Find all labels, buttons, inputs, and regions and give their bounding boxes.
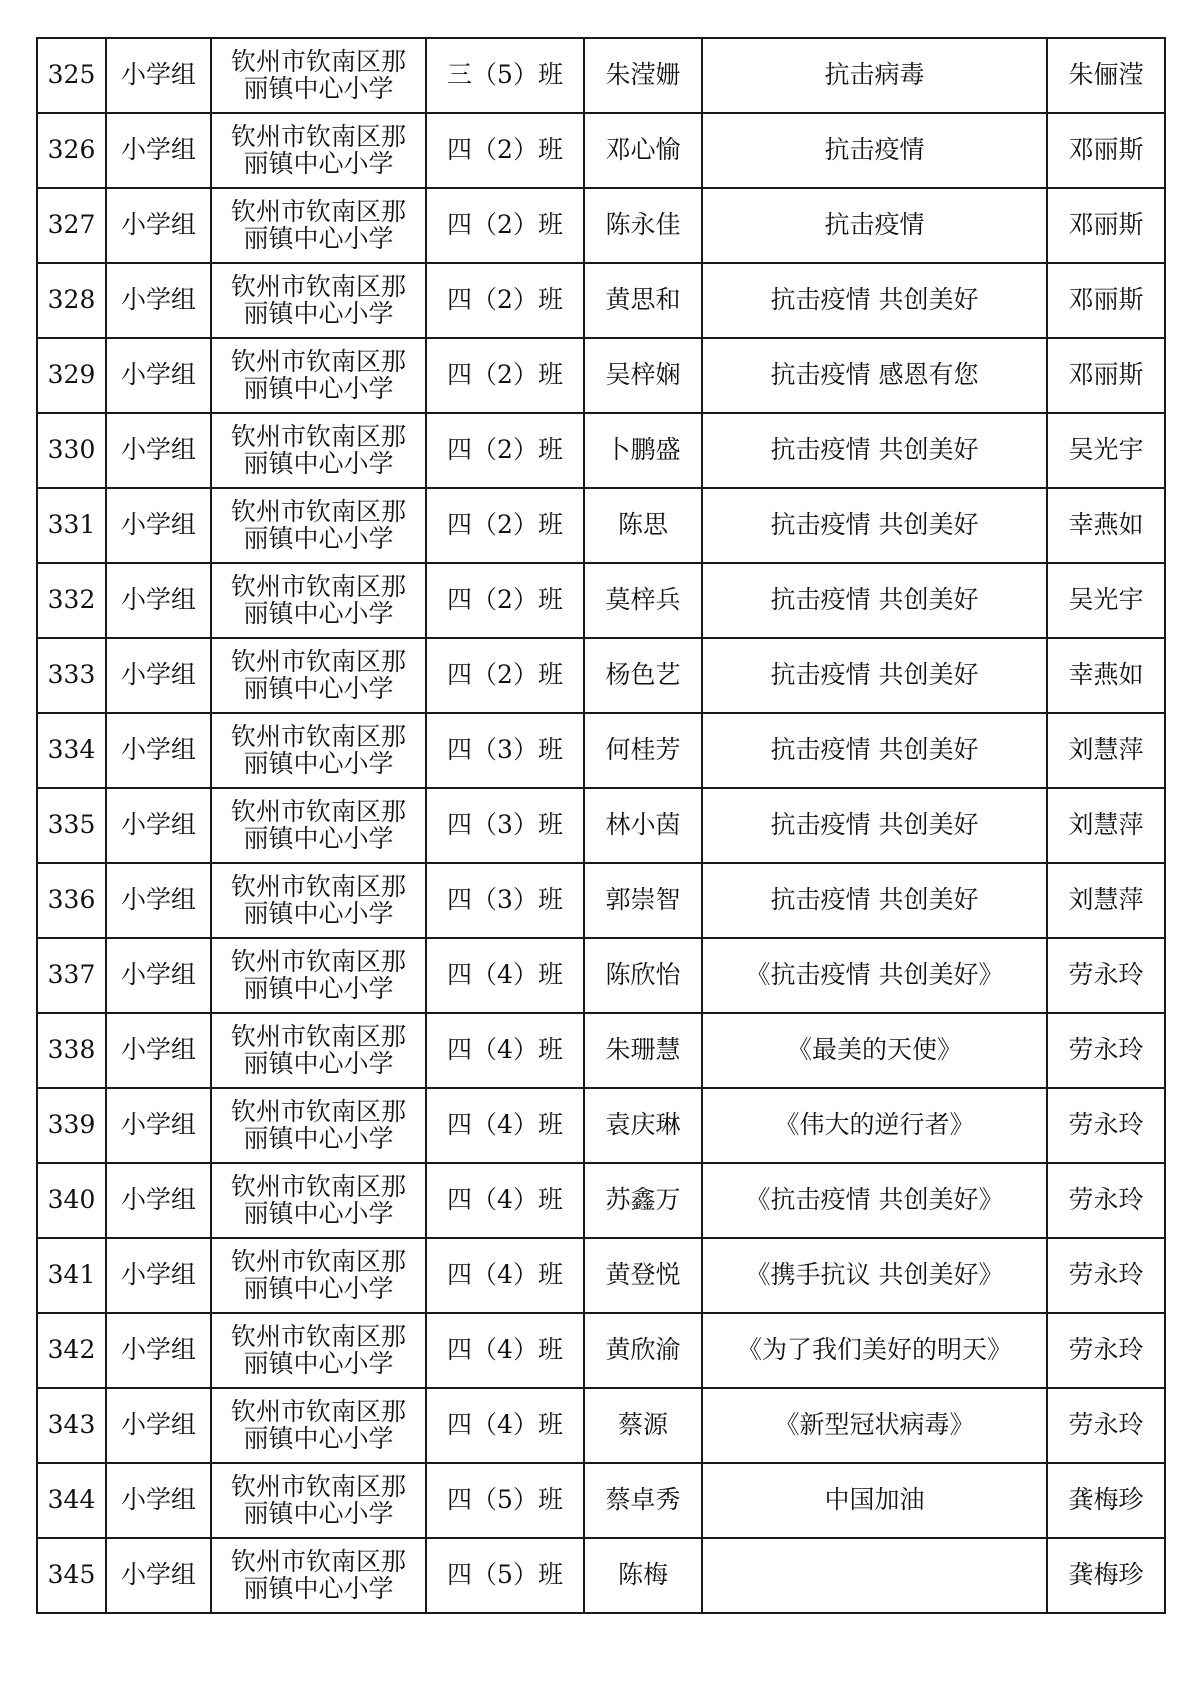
school-name-line-2: 丽镇中心小学 <box>243 1348 394 1378</box>
work-title: 抗击疫情 <box>702 113 1047 188</box>
school-name-line-1: 钦州市钦南区那 <box>230 572 406 602</box>
school-name-line-2: 丽镇中心小学 <box>243 1573 394 1603</box>
school-cell <box>211 713 426 788</box>
school-name-line-1: 钦州市钦南区那 <box>230 947 406 977</box>
school-name-line-1: 钦州市钦南区那 <box>230 647 406 677</box>
student-name: 朱珊慧 <box>584 1013 702 1088</box>
school-cell <box>211 788 426 863</box>
work-title: 抗击疫情 共创美好 <box>702 788 1047 863</box>
class-cell: 四（4）班 <box>426 938 584 1013</box>
work-title: 抗击疫情 共创美好 <box>702 563 1047 638</box>
work-title: 《抗击疫情 共创美好》 <box>702 1163 1047 1238</box>
class-cell: 四（2）班 <box>426 638 584 713</box>
teacher-name: 刘慧萍 <box>1047 713 1165 788</box>
student-name: 黄登悦 <box>584 1238 702 1313</box>
school-name-line-2: 丽镇中心小学 <box>243 748 394 778</box>
entry-number: 341 <box>37 1238 106 1313</box>
class-cell: 四（4）班 <box>426 1238 584 1313</box>
group-cell: 小学组 <box>106 113 211 188</box>
school-cell <box>211 113 426 188</box>
school-name-line-2: 丽镇中心小学 <box>243 973 394 1003</box>
teacher-name: 劳永玲 <box>1047 1088 1165 1163</box>
student-name: 陈永佳 <box>584 188 702 263</box>
school-cell <box>211 638 426 713</box>
table-row <box>37 713 1165 788</box>
group-cell: 小学组 <box>106 1088 211 1163</box>
table-row <box>37 338 1165 413</box>
school-name-line-2: 丽镇中心小学 <box>243 73 394 103</box>
entry-number: 340 <box>37 1163 106 1238</box>
teacher-name: 吴光宇 <box>1047 563 1165 638</box>
work-title: 《新型冠状病毒》 <box>702 1388 1047 1463</box>
class-cell: 四（2）班 <box>426 488 584 563</box>
student-name: 郭崇智 <box>584 863 702 938</box>
school-cell <box>211 1538 426 1613</box>
student-name: 朱滢姗 <box>584 38 702 113</box>
school-name-line-2: 丽镇中心小学 <box>243 373 394 403</box>
table-row <box>37 1088 1165 1163</box>
work-title: 抗击疫情 共创美好 <box>702 263 1047 338</box>
entry-number: 338 <box>37 1013 106 1088</box>
class-cell: 四（2）班 <box>426 338 584 413</box>
school-name-line-1: 钦州市钦南区那 <box>230 722 406 752</box>
student-name: 蔡源 <box>584 1388 702 1463</box>
school-name-line-1: 钦州市钦南区那 <box>230 1097 406 1127</box>
school-cell <box>211 1463 426 1538</box>
entry-number: 325 <box>37 38 106 113</box>
entry-number: 334 <box>37 713 106 788</box>
school-cell <box>211 1313 426 1388</box>
table-row <box>37 413 1165 488</box>
school-name-line-2: 丽镇中心小学 <box>243 1273 394 1303</box>
student-name: 陈思 <box>584 488 702 563</box>
class-cell: 四（5）班 <box>426 1538 584 1613</box>
entry-number: 345 <box>37 1538 106 1613</box>
school-cell <box>211 338 426 413</box>
school-name-line-1: 钦州市钦南区那 <box>230 872 406 902</box>
teacher-name: 劳永玲 <box>1047 1013 1165 1088</box>
group-cell: 小学组 <box>106 1238 211 1313</box>
school-cell <box>211 188 426 263</box>
entry-number: 328 <box>37 263 106 338</box>
student-name: 袁庆琳 <box>584 1088 702 1163</box>
school-name-line-1: 钦州市钦南区那 <box>230 1022 406 1052</box>
entry-number: 335 <box>37 788 106 863</box>
student-name: 何桂芳 <box>584 713 702 788</box>
student-name: 苏鑫万 <box>584 1163 702 1238</box>
table-row <box>37 1388 1165 1463</box>
group-cell: 小学组 <box>106 638 211 713</box>
entry-number: 326 <box>37 113 106 188</box>
student-name: 邓心愉 <box>584 113 702 188</box>
school-name-line-2: 丽镇中心小学 <box>243 1423 394 1453</box>
school-name-line-2: 丽镇中心小学 <box>243 1123 394 1153</box>
work-title: 抗击疫情 <box>702 188 1047 263</box>
school-cell <box>211 863 426 938</box>
class-cell: 四（5）班 <box>426 1463 584 1538</box>
work-title: 《为了我们美好的明天》 <box>702 1313 1047 1388</box>
work-title: 抗击疫情 共创美好 <box>702 638 1047 713</box>
work-title: 抗击病毒 <box>702 38 1047 113</box>
teacher-name: 劳永玲 <box>1047 1238 1165 1313</box>
school-name-line-2: 丽镇中心小学 <box>243 898 394 928</box>
class-cell: 三（5）班 <box>426 38 584 113</box>
work-title: 抗击疫情 共创美好 <box>702 713 1047 788</box>
school-name-line-2: 丽镇中心小学 <box>243 1048 394 1078</box>
school-cell <box>211 563 426 638</box>
table-row <box>37 1013 1165 1088</box>
school-cell <box>211 1388 426 1463</box>
group-cell: 小学组 <box>106 413 211 488</box>
group-cell: 小学组 <box>106 1388 211 1463</box>
table-row <box>37 188 1165 263</box>
table-row <box>37 1313 1165 1388</box>
school-name-line-2: 丽镇中心小学 <box>243 298 394 328</box>
student-name: 林小茵 <box>584 788 702 863</box>
work-title <box>702 1538 1047 1613</box>
group-cell: 小学组 <box>106 263 211 338</box>
teacher-name: 朱俪滢 <box>1047 38 1165 113</box>
class-cell: 四（2）班 <box>426 563 584 638</box>
school-cell <box>211 1088 426 1163</box>
student-name: 杨色艺 <box>584 638 702 713</box>
group-cell: 小学组 <box>106 713 211 788</box>
school-name-line-2: 丽镇中心小学 <box>243 1198 394 1228</box>
school-name-line-1: 钦州市钦南区那 <box>230 122 406 152</box>
teacher-name: 邓丽斯 <box>1047 113 1165 188</box>
table-row <box>37 1238 1165 1313</box>
entry-number: 330 <box>37 413 106 488</box>
school-name-line-1: 钦州市钦南区那 <box>230 1322 406 1352</box>
table-row <box>37 938 1165 1013</box>
school-cell <box>211 1163 426 1238</box>
student-name: 黄思和 <box>584 263 702 338</box>
entry-number: 329 <box>37 338 106 413</box>
class-cell: 四（2）班 <box>426 263 584 338</box>
school-cell <box>211 38 426 113</box>
teacher-name: 劳永玲 <box>1047 938 1165 1013</box>
table-row <box>37 263 1165 338</box>
table-row <box>37 638 1165 713</box>
school-name-line-1: 钦州市钦南区那 <box>230 1547 406 1577</box>
teacher-name: 龚梅珍 <box>1047 1463 1165 1538</box>
group-cell: 小学组 <box>106 788 211 863</box>
entry-number: 333 <box>37 638 106 713</box>
group-cell: 小学组 <box>106 1538 211 1613</box>
school-name-line-1: 钦州市钦南区那 <box>230 1247 406 1277</box>
class-cell: 四（3）班 <box>426 788 584 863</box>
school-name-line-2: 丽镇中心小学 <box>243 598 394 628</box>
student-name: 黄欣渝 <box>584 1313 702 1388</box>
work-title: 抗击疫情 共创美好 <box>702 863 1047 938</box>
student-name: 卜鹏盛 <box>584 413 702 488</box>
teacher-name: 幸燕如 <box>1047 488 1165 563</box>
student-name: 莫梓兵 <box>584 563 702 638</box>
teacher-name: 邓丽斯 <box>1047 188 1165 263</box>
class-cell: 四（4）班 <box>426 1388 584 1463</box>
group-cell: 小学组 <box>106 188 211 263</box>
table-row <box>37 563 1165 638</box>
class-cell: 四（4）班 <box>426 1013 584 1088</box>
table-row <box>37 1538 1165 1613</box>
school-name-line-1: 钦州市钦南区那 <box>230 272 406 302</box>
class-cell: 四（4）班 <box>426 1313 584 1388</box>
school-cell <box>211 488 426 563</box>
teacher-name: 吴光宇 <box>1047 413 1165 488</box>
work-title: 《伟大的逆行者》 <box>702 1088 1047 1163</box>
teacher-name: 邓丽斯 <box>1047 263 1165 338</box>
teacher-name: 刘慧萍 <box>1047 863 1165 938</box>
school-name-line-2: 丽镇中心小学 <box>243 1498 394 1528</box>
work-title: 抗击疫情 感恩有您 <box>702 338 1047 413</box>
table-row <box>37 113 1165 188</box>
entry-number: 344 <box>37 1463 106 1538</box>
school-cell <box>211 413 426 488</box>
group-cell: 小学组 <box>106 1463 211 1538</box>
group-cell: 小学组 <box>106 38 211 113</box>
class-cell: 四（3）班 <box>426 713 584 788</box>
school-name-line-2: 丽镇中心小学 <box>243 823 394 853</box>
group-cell: 小学组 <box>106 338 211 413</box>
teacher-name: 劳永玲 <box>1047 1163 1165 1238</box>
entry-number: 342 <box>37 1313 106 1388</box>
roster-body <box>37 38 1165 1613</box>
entry-number: 327 <box>37 188 106 263</box>
class-cell: 四（3）班 <box>426 863 584 938</box>
entry-number: 339 <box>37 1088 106 1163</box>
school-name-line-1: 钦州市钦南区那 <box>230 197 406 227</box>
award-roster-table <box>36 37 1166 1614</box>
table-row <box>37 788 1165 863</box>
table-row <box>37 1463 1165 1538</box>
school-cell <box>211 263 426 338</box>
entry-number: 336 <box>37 863 106 938</box>
school-cell <box>211 1238 426 1313</box>
entry-number: 331 <box>37 488 106 563</box>
work-title: 抗击疫情 共创美好 <box>702 488 1047 563</box>
student-name: 蔡卓秀 <box>584 1463 702 1538</box>
group-cell: 小学组 <box>106 1163 211 1238</box>
group-cell: 小学组 <box>106 1013 211 1088</box>
work-title: 《携手抗议 共创美好》 <box>702 1238 1047 1313</box>
student-name: 陈梅 <box>584 1538 702 1613</box>
class-cell: 四（2）班 <box>426 113 584 188</box>
table-row <box>37 1163 1165 1238</box>
teacher-name: 刘慧萍 <box>1047 788 1165 863</box>
school-name-line-1: 钦州市钦南区那 <box>230 422 406 452</box>
school-name-line-2: 丽镇中心小学 <box>243 148 394 178</box>
entry-number: 337 <box>37 938 106 1013</box>
work-title: 《抗击疫情 共创美好》 <box>702 938 1047 1013</box>
group-cell: 小学组 <box>106 863 211 938</box>
work-title: 《最美的天使》 <box>702 1013 1047 1088</box>
school-name-line-2: 丽镇中心小学 <box>243 223 394 253</box>
entry-number: 343 <box>37 1388 106 1463</box>
teacher-name: 幸燕如 <box>1047 638 1165 713</box>
class-cell: 四（4）班 <box>426 1163 584 1238</box>
class-cell: 四（2）班 <box>426 413 584 488</box>
class-cell: 四（4）班 <box>426 1088 584 1163</box>
teacher-name: 邓丽斯 <box>1047 338 1165 413</box>
group-cell: 小学组 <box>106 938 211 1013</box>
table-row <box>37 38 1165 113</box>
school-name-line-2: 丽镇中心小学 <box>243 448 394 478</box>
school-name-line-1: 钦州市钦南区那 <box>230 1397 406 1427</box>
school-name-line-2: 丽镇中心小学 <box>243 673 394 703</box>
school-name-line-1: 钦州市钦南区那 <box>230 1172 406 1202</box>
group-cell: 小学组 <box>106 488 211 563</box>
teacher-name: 劳永玲 <box>1047 1388 1165 1463</box>
school-name-line-1: 钦州市钦南区那 <box>230 347 406 377</box>
teacher-name: 龚梅珍 <box>1047 1538 1165 1613</box>
entry-number: 332 <box>37 563 106 638</box>
class-cell: 四（2）班 <box>426 188 584 263</box>
school-cell <box>211 1013 426 1088</box>
group-cell: 小学组 <box>106 1313 211 1388</box>
student-name: 吴梓娴 <box>584 338 702 413</box>
school-name-line-2: 丽镇中心小学 <box>243 523 394 553</box>
work-title: 中国加油 <box>702 1463 1047 1538</box>
school-name-line-1: 钦州市钦南区那 <box>230 1472 406 1502</box>
school-name-line-1: 钦州市钦南区那 <box>230 47 406 77</box>
teacher-name: 劳永玲 <box>1047 1313 1165 1388</box>
work-title: 抗击疫情 共创美好 <box>702 413 1047 488</box>
school-name-line-1: 钦州市钦南区那 <box>230 497 406 527</box>
group-cell: 小学组 <box>106 563 211 638</box>
table-row <box>37 488 1165 563</box>
table-row <box>37 863 1165 938</box>
student-name: 陈欣怡 <box>584 938 702 1013</box>
school-name-line-1: 钦州市钦南区那 <box>230 797 406 827</box>
school-cell <box>211 938 426 1013</box>
